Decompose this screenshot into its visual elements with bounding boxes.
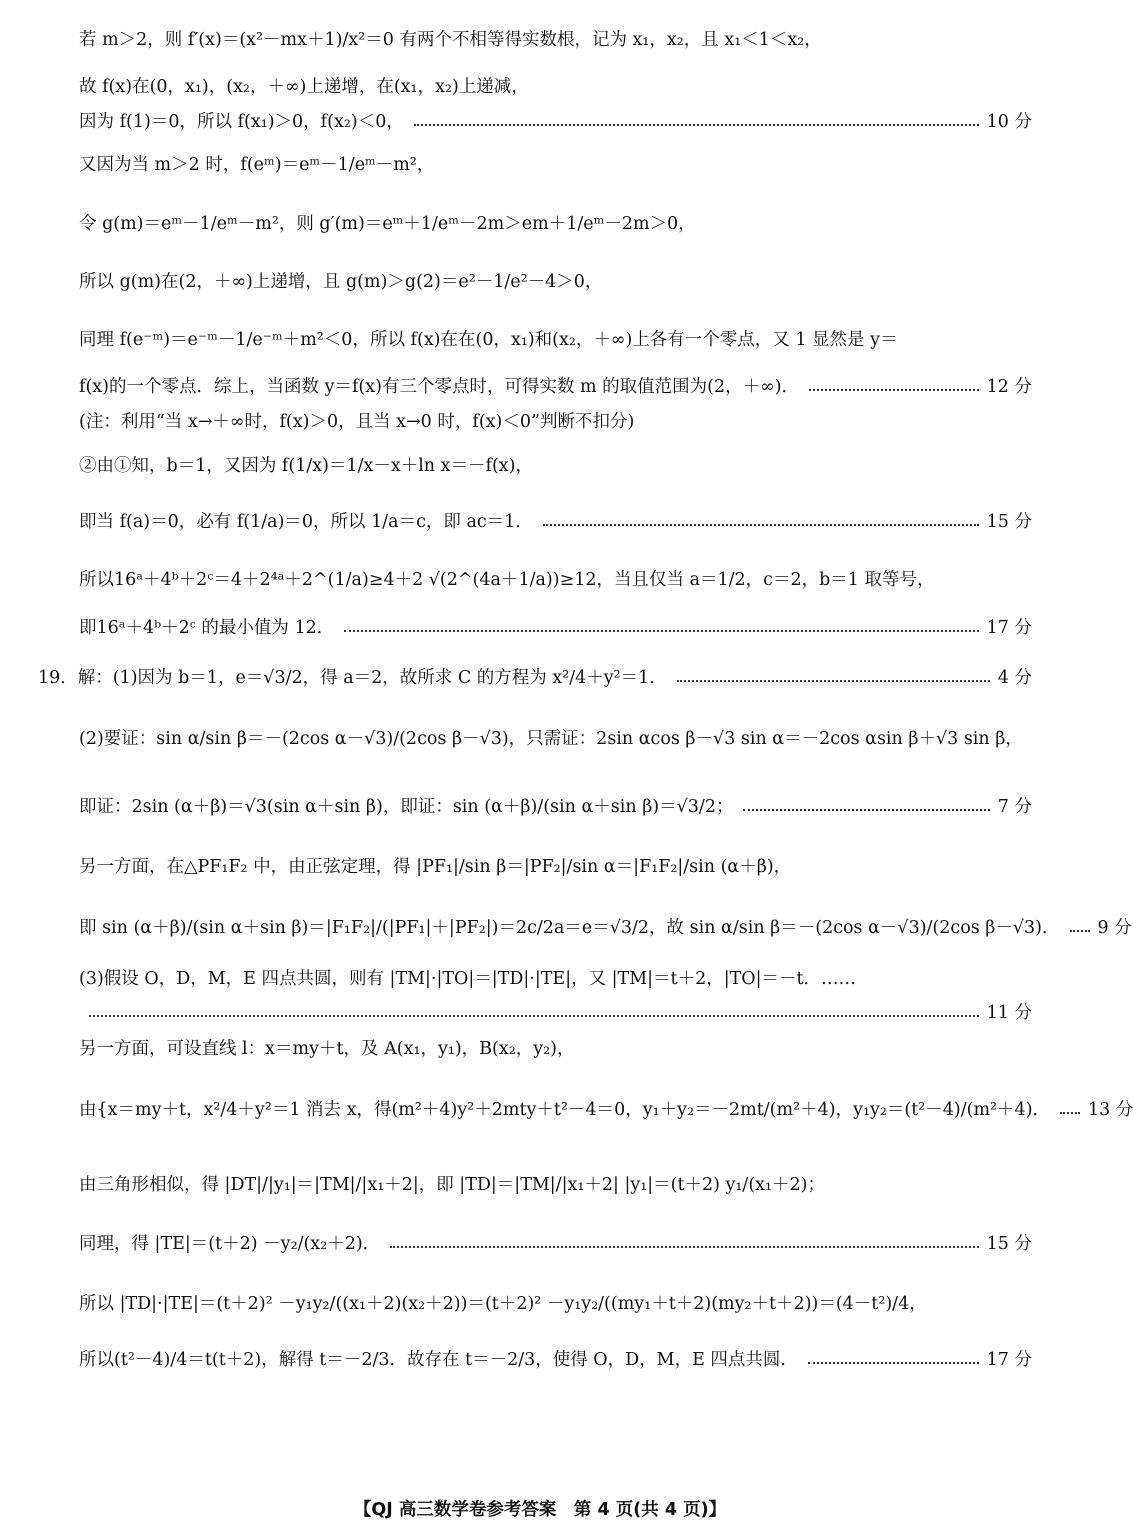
solution-line [79,1177,1032,1195]
dotted-leader [344,630,978,632]
line-text: ②由①知，b＝1，又因为 f(1/x)＝1/x－x＋ln x＝－f(x)， [79,456,533,476]
solution-line [79,216,1032,234]
line-text: 同理 f(e⁻ᵐ)＝e⁻ᵐ－1/e⁻ᵐ＋m²＜0，所以 f(x)在在(0，x₁)和(x₂，＋∞)上各有一个零点，又 1 显然是 y＝ [79,330,898,350]
solution-line [79,1236,1032,1254]
solution-line [79,274,1032,292]
score-label: 13 分 [1088,1100,1133,1120]
solution-line [79,620,1032,638]
dotted-leader [743,809,989,811]
line-text: 另一方面，可设直线 l：x＝my＋t，及 A(x₁，y₁)，B(x₂，y₂)， [79,1039,575,1059]
solution-line [79,514,1032,532]
line-text: 即证：2sin (α＋β)＝√3(sin α＋sin β)，即证：sin (α＋β)/(sin α＋sin β)＝√3/2； [79,797,734,817]
line-text: 即 sin (α＋β)/(sin α＋sin β)＝|F₁F₂|/(|PF₁|＋|PF₂|)＝2c/2a＝e＝√3/2，故 sin α/sin β＝－(2cos α－√3)/(2cos β－√3)． [79,918,1060,938]
solution-line [79,414,1032,432]
solution-line [79,1041,1032,1059]
line-text: (2)要证：sin α/sin β＝－(2cos α－√3)/(2cos β－√3)，只需证：2sin αcos β－√3 sin α＝－2cos αsin β＋√3 sin β， [79,729,1023,749]
line-text: 所以(t²－4)/4＝t(t＋2)，解得 t＝－2/3．故存在 t＝－2/3，使得 O，D，M，E 四点共圆． [79,1350,798,1370]
line-text: (注：利用“当 x→＋∞时，f(x)＞0，且当 x→0 时，f(x)＜0”判断不扣分) [79,412,635,432]
line-text: 又因为当 m＞2 时，f(eᵐ)＝eᵐ－1/eᵐ－m²， [79,155,435,175]
line-text: 令 g(m)＝eᵐ－1/eᵐ－m²，则 g′(m)＝eᵐ＋1/eᵐ－2m＞em＋1/eᵐ－2m＞0， [79,214,696,234]
solution-line [79,859,1032,877]
line-text: (3)假设 O，D，M，E 四点共圆，则有 |TM|·|TO|＝|TD|·|TE|，又 |TM|＝t＋2，|TO|＝－t．…… [79,969,857,989]
score-label: 4 分 [997,668,1032,688]
dotted-leader [808,1362,979,1364]
solution-line [79,1296,1032,1314]
dotted-leader [1060,1112,1080,1114]
line-text: 因为 f(1)＝0，所以 f(x₁)＞0，f(x₂)＜0， [79,112,404,132]
score-label: 9 分 [1097,918,1132,938]
score-label: 17 分 [986,1350,1032,1370]
score-label: 17 分 [986,618,1032,638]
score-label: 11 分 [986,1003,1032,1023]
dotted-leader [89,1015,979,1017]
solution-line [79,157,1032,175]
line-text: 即16ᵃ＋4ᵇ＋2ᶜ 的最小值为 12． [79,618,335,638]
dotted-leader [414,124,979,126]
score-label: 7 分 [997,797,1032,817]
line-text: 另一方面，在△PF₁F₂ 中，由正弦定理，得 |PF₁|/sin β＝|PF₂|/sin α＝|F₁F₂|/sin (α＋β)， [79,857,792,877]
line-text: 由三角形相似，得 |DT|/|y₁|＝|TM|/|x₁＋2|，即 |TD|＝|TM|/|x₁＋2| |y₁|＝(t＋2) y₁/(x₁＋2)； [79,1175,825,1195]
solution-line [79,572,1032,590]
solution-line [38,670,1032,688]
solution-line [79,731,1032,749]
score-label: 10 分 [986,112,1032,132]
solution-line [79,971,1032,989]
solution-line [79,1100,1133,1120]
line-text: 由{x＝my＋t，x²/4＋y²＝1 消去 x，得(m²＋4)y²＋2mty＋t²－4＝0，y₁＋y₂＝－2mt/(m²＋4)，y₁y₂＝(t²－4)/(m²＋4)． [79,1100,1051,1120]
line-text: 同理，得 |TE|＝(t＋2) －y₂/(x₂＋2)． [79,1234,381,1254]
solution-line [79,379,1032,397]
score-label: 15 分 [986,1234,1032,1254]
dotted-leader [390,1246,978,1248]
dotted-leader [543,524,979,526]
line-text: 即当 f(a)＝0，必有 f(1/a)＝0，所以 1/a＝c，即 ac＝1． [79,512,533,532]
line-text: 若 m＞2，则 f′(x)＝(x²－mx＋1)/x²＝0 有两个不相等得实数根，记为 x₁，x₂，且 x₁＜1＜x₂， [79,30,822,50]
line-text: 19．解：(1)因为 b＝1，e＝√3/2，得 a＝2，故所求 C 的方程为 x²/4＋y²＝1． [38,668,667,688]
solution-line [79,1005,1032,1023]
solution-line [79,114,1032,132]
solution-line [79,332,1032,350]
solution-line [79,79,1032,97]
dotted-leader [809,389,979,391]
solution-line [79,799,1032,817]
line-text: f(x)的一个零点．综上，当函数 y＝f(x)有三个零点时，可得实数 m 的取值范围为(2，＋∞)． [79,377,800,397]
solution-line [79,918,1132,938]
page-footer: 【QJ 高三数学卷参考答案 第 4 页(共 4 页)】 [353,1500,727,1520]
solution-line [79,32,1032,50]
solution-line [79,1352,1032,1370]
score-label: 15 分 [986,512,1032,532]
line-text: 所以 |TD|·|TE|＝(t＋2)² －y₁y₂/((x₁＋2)(x₂＋2))＝(t＋2)² －y₁y₂/((my₁＋t＋2)(my₂＋t＋2))＝(4－t²)/4， [79,1294,927,1314]
score-label: 12 分 [986,377,1032,397]
dotted-leader [1070,930,1090,932]
solution-line [79,458,1032,476]
dotted-leader [677,680,990,682]
line-text: 所以 g(m)在(2，＋∞)上递增，且 g(m)＞g(2)＝e²－1/e²－4＞0， [79,272,603,292]
line-text: 故 f(x)在(0，x₁)，(x₂，＋∞)上递增，在(x₁，x₂)上递减， [79,77,529,97]
line-text: 所以16ᵃ＋4ᵇ＋2ᶜ＝4＋2⁴ᵃ＋2^(1/a)≥4＋2 √(2^(4a＋1/a))≥12，当且仅当 a＝1/2，c＝2，b＝1 取等号， [79,570,935,590]
